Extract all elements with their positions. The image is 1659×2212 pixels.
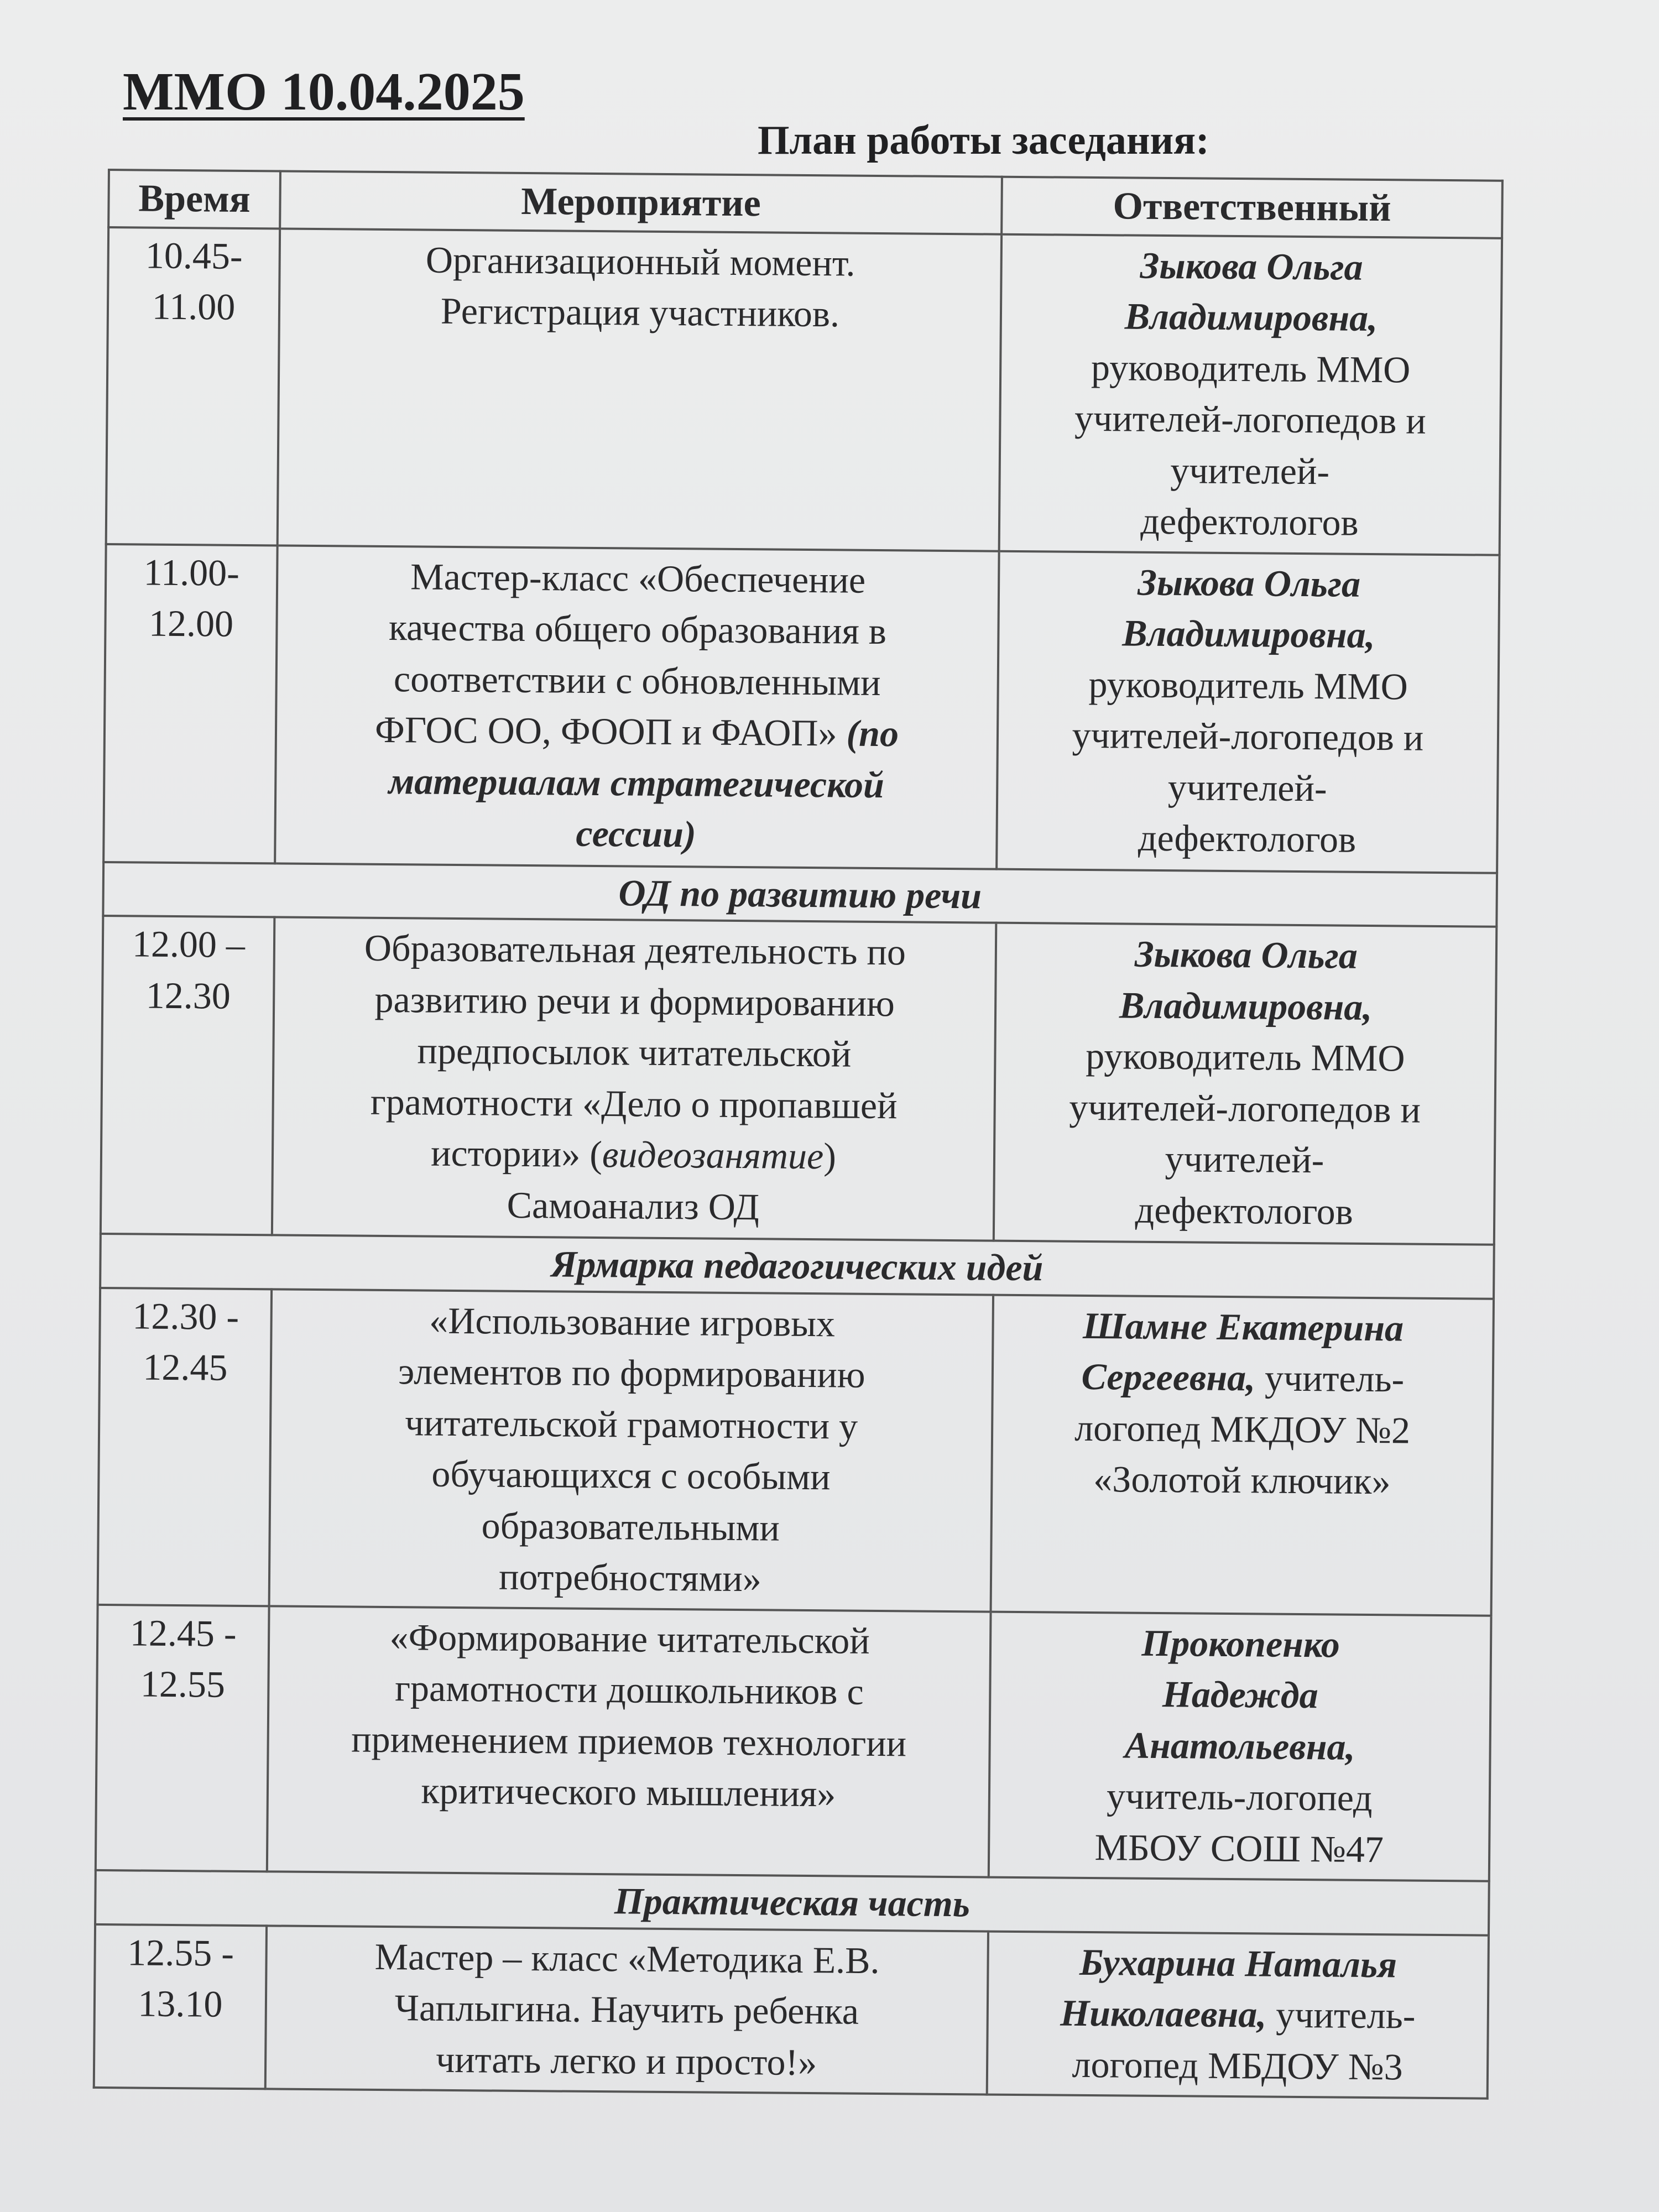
responsible-cell: Шамне Екатерина Сергеевна, учитель- логопед МКДОУ №2 «Золотой ключик» <box>991 1295 1494 1616</box>
section-title: Практическая часть <box>95 1870 1489 1935</box>
table-row <box>101 916 1496 1245</box>
responsible-cell: Зыкова Ольга Владимировна, руководитель ММО учителей-логопедов и учителей- дефектологов <box>997 551 1499 873</box>
column-header-time: Время <box>108 170 280 228</box>
event-cell: «Использование игровых элементов по формированию читательской грамотности у обучающихся с особыми образовательными потребностями» <box>269 1289 993 1611</box>
section-title: Ярмарка педагогических идей <box>100 1234 1494 1298</box>
time-cell: 10.45- 11.00 <box>106 227 280 545</box>
event-cell: Образовательная деятельность по развитию речи и формированию предпосылок читательской грамотности «Дело о пропавшей истории» (видеозанятие) Самоанализ ОД <box>272 917 996 1241</box>
table-row <box>98 1288 1494 1616</box>
responsible-cell: Бухарина Наталья Николаевна, учитель- логопед МБДОУ №3 <box>987 1931 1489 2099</box>
column-header-event: Мероприятие <box>280 171 1002 234</box>
time-cell: 12.00 – 12.30 <box>101 916 275 1235</box>
plan-heading: План работы заседания: <box>758 118 1209 163</box>
section-title: ОД по развитию речи <box>103 862 1497 927</box>
document-title: ММО 10.04.2025 <box>123 62 525 122</box>
header-row <box>108 170 1503 238</box>
event-cell: «Формирование читательской грамотности дошкольников с применением приемов технологии критического мышления» <box>267 1606 991 1877</box>
schedule-table <box>93 169 1504 2100</box>
event-cell: Мастер-класс «Обеспечение качества общего образования в соответствии с обновленными ФГОС ОО, ФООП и ФАОП» (по материалам стратегической сессии) <box>275 545 999 869</box>
responsible-cell: Зыкова Ольга Владимировна, руководитель ММО учителей-логопедов и учителей- дефектологов <box>999 234 1502 555</box>
time-cell: 12.30 - 12.45 <box>98 1288 272 1606</box>
responsible-cell: Зыкова Ольга Владимировна, руководитель ММО учителей-логопедов и учителей- дефектологов <box>994 923 1496 1245</box>
table-row <box>94 1924 1489 2099</box>
time-cell: 12.55 - 13.10 <box>94 1924 267 2089</box>
table-row <box>106 227 1502 555</box>
responsible-cell: Прокопенко Надежда Анатольевна, учитель-логопед МБОУ СОШ №47 <box>989 1611 1491 1881</box>
table-row <box>103 544 1499 873</box>
time-cell: 11.00- 12.00 <box>103 544 278 863</box>
table-row <box>96 1605 1491 1881</box>
event-cell: Организационный момент. Регистрация участников. <box>278 228 1001 551</box>
time-cell: 12.45 - 12.55 <box>96 1605 269 1872</box>
event-cell: Мастер – класс «Методика Е.В. Чаплыгина. Научить ребенка читать легко и просто!» <box>265 1926 988 2095</box>
column-header-responsible: Ответственный <box>1001 177 1503 238</box>
